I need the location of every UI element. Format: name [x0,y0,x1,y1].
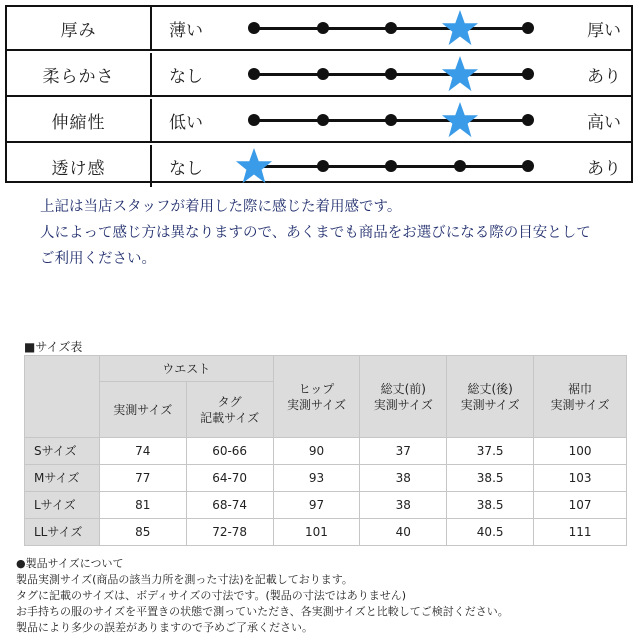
feel-table [5,5,633,183]
feel-left-label: 薄い [169,20,203,41]
scale-dot [522,22,534,34]
table-row [25,465,627,492]
feel-label: 伸縮性 [7,99,152,141]
cell: 38.5 [447,465,534,492]
feel-left-label: なし [169,158,203,179]
cell: 107 [534,492,627,519]
table-row [25,438,627,465]
scale-dot [317,160,329,172]
feel-scale [245,53,537,95]
scale-dot [248,114,260,126]
feel-left-label: なし [169,66,203,87]
cell: 111 [534,519,627,546]
waist-header: ウエスト [99,356,273,382]
cell: 40.5 [447,519,534,546]
feel-label: 柔らかさ [7,53,152,95]
hip-header: ヒップ 実測サイズ [273,356,360,438]
cell: 100 [534,438,627,465]
feel-scale [245,7,537,49]
cell: 97 [273,492,360,519]
cell: 68-74 [186,492,273,519]
waist-measured-header: 実測サイズ [99,382,186,438]
size-table-title: ■サイズ表 [24,340,83,354]
rating-star-icon [441,101,479,139]
scale-dot [248,68,260,80]
front-length-header: 総丈(前) 実測サイズ [360,356,447,438]
size-table-corner [25,356,100,438]
rating-star-icon [235,147,273,185]
note-line: ご利用ください。 [40,251,156,267]
feel-row-stretch [7,99,631,143]
table-row [25,492,627,519]
cell: 81 [99,492,186,519]
scale-dot [522,68,534,80]
bottom-note-heading: ●製品サイズについて [16,557,124,570]
bottom-note: 製品により多少の誤差がありますので予めご了承ください。 [16,621,313,634]
size-name: Lサイズ [25,492,100,519]
cell: 85 [99,519,186,546]
cell: 38.5 [447,492,534,519]
size-name: LLサイズ [25,519,100,546]
cell: 40 [360,519,447,546]
cell: 93 [273,465,360,492]
cell: 103 [534,465,627,492]
cell: 64-70 [186,465,273,492]
feel-right-label: あり [587,158,621,179]
scale-dot [248,22,260,34]
cell: 77 [99,465,186,492]
note-line: 人によって感じ方は異なりますので、あくまでも商品をお選びになる際の目安として [40,225,591,241]
cell: 38 [360,492,447,519]
bottom-note: お手持ちの服のサイズを平置きの状態で測っていただき、各実測サイズと比較してご検討ください。 [16,605,509,618]
cell: 74 [99,438,186,465]
cell: 37 [360,438,447,465]
scale-dot [522,114,534,126]
scale-dot [385,114,397,126]
scale-dot [317,114,329,126]
back-length-header: 総丈(後) 実測サイズ [447,356,534,438]
waist-tag-header: タグ 記載サイズ [186,382,273,438]
hem-width-header: 裾巾 実測サイズ [534,356,627,438]
scale-dot [317,68,329,80]
feel-scale [245,145,537,187]
scale-dot [385,68,397,80]
feel-row-softness [7,53,631,97]
rating-star-icon [441,9,479,47]
cell: 37.5 [447,438,534,465]
feel-label: 厚み [7,7,152,49]
feel-left-label: 低い [169,112,203,133]
rating-star-icon [441,55,479,93]
feel-scale [245,99,537,141]
bottom-note: 製品実測サイズ(商品の該当力所を測った寸法)を記載しております。 [16,573,353,586]
feel-row-thickness [7,7,631,51]
scale-dot [385,22,397,34]
cell: 60-66 [186,438,273,465]
cell: 90 [273,438,360,465]
feel-right-label: 高い [587,112,621,133]
note-line: 上記は当店スタッフが着用した際に感じた着用感です。 [40,199,402,215]
cell: 72-78 [186,519,273,546]
size-name: Sサイズ [25,438,100,465]
scale-dot [454,160,466,172]
table-row [25,519,627,546]
scale-dot [522,160,534,172]
scale-dot [317,22,329,34]
cell: 38 [360,465,447,492]
feel-label: 透け感 [7,145,152,187]
size-table [24,355,627,546]
feel-row-sheerness [7,145,631,187]
cell: 101 [273,519,360,546]
feel-right-label: 厚い [587,20,621,41]
size-name: Mサイズ [25,465,100,492]
bottom-note: タグに記載のサイズは、ボディサイズの寸法です。(製品の寸法ではありません) [16,589,407,602]
feel-right-label: あり [587,66,621,87]
scale-dot [385,160,397,172]
